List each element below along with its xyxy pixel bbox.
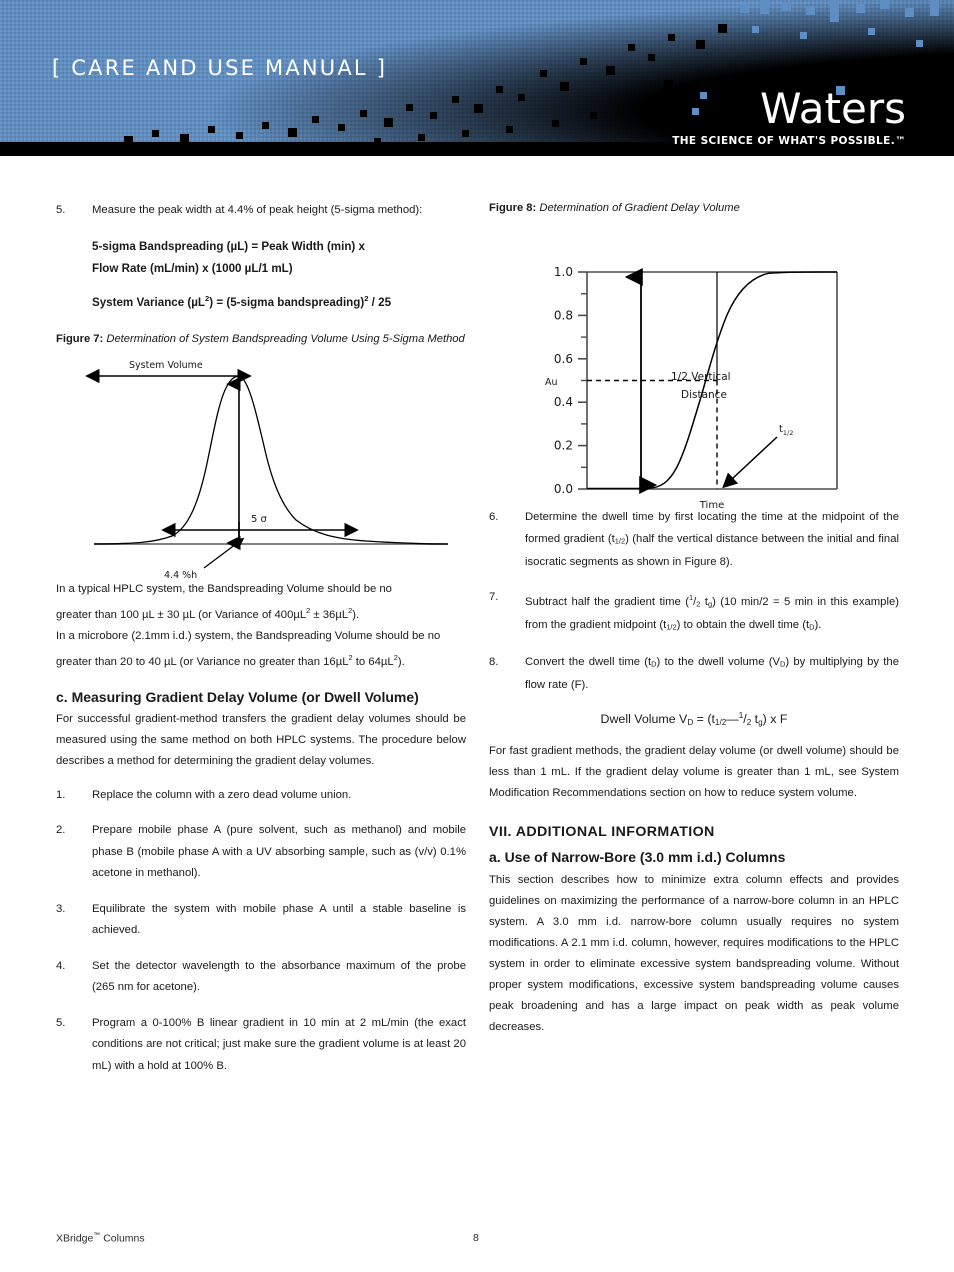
figure8-svg [489,227,899,512]
micro-sup2: 2 [393,653,398,663]
list-item [56,200,466,222]
list-item-text [525,656,899,691]
waters-logo [672,84,906,147]
dwell-mid3: / [743,711,747,726]
list-item-text: Set the detector wavelength to the absorbance maximum of the probe (265 nm for acetone). [92,959,466,994]
ytick-0-8: 0.8 [553,308,573,323]
paragraph-narrow-bore: This section describes how to minimize extra column effects and provides guidelines on maximizing the performance of a narrow-bore column in an HPLC system. A 3.0 mm i.d. narrow-bore column usually requires no system modifications. A 2.1 mm i.d. column, however, requires modifications to the HPLC system in order to eliminate excessive system bandspreading volume. Without proper system modifications, excessive system bandspreading volume causes peak broadening and has a large impact on peak width as peak volume decreases. [489,873,899,1033]
typical-line2-pre: greater than 100 µL ± 30 µL (or Variance of 400µL [56,609,307,622]
dwell-pre: Dwell Volume V [600,711,688,726]
footer-page-number: 8 [473,1232,479,1244]
list-item [56,899,466,942]
s7-sub5: g [707,599,713,609]
s8-p0: Convert the dwell time (t [525,656,652,669]
s7-p10: ). [814,619,822,632]
list-item-number: 8. [489,656,499,669]
ytick-1-0: 1.0 [553,265,573,279]
footer-product-name [56,1232,145,1245]
dwell-mid2: — [726,711,739,726]
right-column [489,200,899,1051]
list-item-text [525,511,899,568]
list-item [56,956,466,999]
s7-sub7: 1/2 [666,622,677,632]
list-item-text: Equilibrate the system with mobile phase A until a stable baseline is achieved. [92,902,466,937]
figure8-t-half-leader [732,437,777,479]
ytick-0-2: 0.2 [553,438,573,453]
formula-spacer [56,280,466,288]
dwell-volume-formula [489,711,899,727]
list-item [489,507,899,573]
left-step5-list [56,200,466,222]
s7-p0: Subtract half the gradient time ( [525,595,689,608]
list-item-number: 5. [56,1016,66,1029]
dwell-sub2: 1/2 [714,717,727,727]
ytick-0-0: 0.0 [553,482,573,496]
list-item-text: Program a 0-100% B linear gradient in 10 min at 2 mL/min (the exact conditions are not critical; just make sure the gradient volume is at least 20 mL) with a hold at 100% B. [92,1016,466,1072]
typical-line1: In a typical HPLC system, the Bandspreading Volume should be no [56,583,392,596]
typical-line2-mid: ± 36µL [310,609,349,622]
figure8-chart [489,227,899,511]
s7-sup1: 1 [688,593,694,603]
list-item-text: Replace the column with a zero dead volume union. [92,788,352,801]
figure8-caption-text: Determination of Gradient Delay Volume [536,202,740,214]
list-item-number: 6. [489,511,499,523]
manual-banner-title: [ CARE AND USE MANUAL ] [52,56,388,80]
figure8-y-minor-ticks [581,294,587,468]
figure7-label-4-4-percent-h: 4.4 %h [164,570,198,580]
typical-line2-post: ). [352,609,360,622]
heading-measuring-gradient-delay-volume: c. Measuring Gradient Delay Volume (or Dwell Volume) [56,688,419,705]
list-item [56,1013,466,1078]
figure8-label-distance: Distance [681,389,727,401]
variance-sup2: 2 [364,293,369,303]
list-item-text: Prepare mobile phase A (pure solvent, such as methanol) and mobile phase B (mobile phase A with a UV absorbing sample, such as (v/v) 0.1% acetone in methanol). [92,824,466,880]
s8-sub1: D [651,659,657,669]
list-item [489,587,899,638]
figure7-label-five-sigma: 5 σ [251,514,267,526]
micro-line1: In a microbore (2.1mm i.d.) system, the Bandspreading Volume should be no [56,630,441,643]
dwell-mid4: t [751,711,759,726]
s7-p4: t [700,595,708,608]
waters-tagline: THE SCIENCE OF WHAT'S POSSIBLE.™ [672,135,906,147]
micro-sup1: 2 [348,653,353,663]
variance-mid: ) = (5-sigma bandspreading) [209,295,365,309]
list-item [56,785,466,807]
dwell-post: ) x F [762,711,788,726]
footer-trademark-symbol: ™ [93,1232,101,1239]
list-item [489,652,899,697]
variance-post: / 25 [368,295,392,309]
s6-sub1: 1/2 [614,536,626,546]
list-item-text [525,593,899,632]
left-column [56,200,466,1091]
figure7-caption-label: Figure 7: [56,333,104,346]
waters-wordmark: Waters [759,84,906,133]
dwell-sup3: 1 [738,710,744,720]
footer-product-pre: XBridge [56,1232,94,1245]
typical-sup1: 2 [306,606,311,616]
heading-a-narrow-bore-columns: a. Use of Narrow-Bore (3.0 mm i.d.) Columns [489,848,786,865]
figure7-label-system-volume: System Volume [129,360,203,372]
figure8-label-half-vertical: 1/2 Vertical [671,371,731,383]
list-item-number: 3. [56,902,66,915]
paragraph-typical-hplc [56,579,466,673]
ytick-0-4: 0.4 [553,395,573,410]
figure8-xlabel: Time [699,500,725,511]
list-item [56,820,466,885]
s8-p2: ) to the dwell volume (V [656,656,781,669]
variance-pre: System Variance (µL [92,295,206,309]
variance-sup1: 2 [205,293,210,303]
formula-bandspreading-line2: Flow Rate (mL/min) x (1000 µL/1 mL) [92,261,293,275]
list-item-number: 4. [56,959,66,972]
list-item-number: 2. [56,824,66,837]
s6-p2: ) (half the vertical distance between the initial and final isocratic segments as shown in Figure 8). [525,532,899,568]
dwell-sub4: 2 [746,717,752,727]
dwell-mid1: = (t [693,711,715,726]
s7-p2: / [693,595,697,608]
figure8-label-t-half: $t_{1/2}$ [779,424,794,437]
dwell-sub1: D [687,717,694,727]
micro-line2-pre: greater than 20 to 40 µL (or Variance no greater than 16µL [56,655,349,668]
list-item-number: 1. [56,788,66,801]
s6-p0: Determine the dwell time by first locating the time at the midpoint of the formed gradient (t [525,511,899,545]
micro-line2-post: ). [397,655,405,668]
figure8-ylabel: Au [545,377,558,388]
formula-bandspreading-line1: 5-sigma Bandspreading (µL) = Peak Width (min) x [92,239,365,253]
figure7-svg [56,354,466,579]
figure7-caption [56,331,466,348]
s7-sub9: D [809,622,815,632]
figure8-caption [489,200,899,217]
s8-p4: ) by multiplying by the flow rate (F). [525,656,899,692]
ytick-0-6: 0.6 [553,351,573,366]
s8-sub3: D [780,659,786,669]
figure8-caption-label: Figure 8: [489,202,537,214]
left-steps-list [56,785,466,1078]
s7-p6: ) (10 min/2 = 5 min in this example) from the gradient midpoint (t [525,595,899,632]
formula-system-variance [56,288,466,314]
s7-sub3: 2 [696,599,701,609]
paragraph-fast-gradient: For fast gradient methods, the gradient delay volume (or dwell volume) should be less than 1 mL. If the gradient delay volume is greater than 1 mL, see System Modification Recommendations section on how to reduce system volume. [489,744,899,799]
page-header-banner [0,0,954,156]
micro-line2-mid: to 64µL [352,655,394,668]
paragraph-gradient-method-transfer: For successful gradient-method transfers the gradient delay volumes should be measured using the same method on both HPLC systems. The procedure below describes a method for determining the gradient delay volumes. [56,712,466,767]
right-steps-list [489,507,899,697]
heading-vii-additional-information: VII. ADDITIONAL INFORMATION [489,823,715,840]
footer-product-post: Columns [100,1232,145,1245]
list-item-number: 7. [489,591,499,604]
figure7-chart [56,354,466,579]
typical-sup2: 2 [348,606,353,616]
dwell-sub5: g [758,717,763,727]
page-body [0,156,954,1272]
list-item-number: 5. [56,204,66,216]
figure7-caption-text: Determination of System Bandspreading Volume Using 5-Sigma Method [103,333,465,346]
list-item-text: Measure the peak width at 4.4% of peak height (5-sigma method): [92,204,423,216]
s7-p8: ) to obtain the dwell time (t [676,619,810,632]
